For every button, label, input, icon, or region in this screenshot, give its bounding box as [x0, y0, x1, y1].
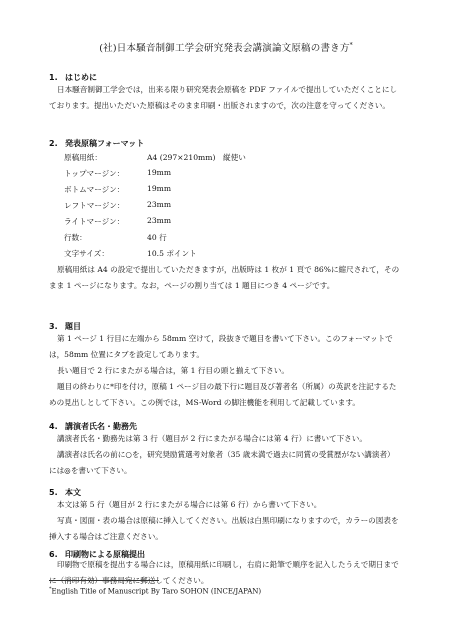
section-number: 1. — [49, 73, 58, 82]
title-footnote-mark: * — [349, 41, 353, 49]
format-label: レフトマージン： — [64, 201, 125, 210]
format-label: 文字サイズ： — [64, 249, 109, 258]
format-value: 19mm — [147, 184, 172, 193]
footnote-text: English Title of Manuscript By Taro SOHON (INCE/JAPAN) — [51, 587, 262, 596]
document-title — [0, 40, 452, 54]
format-value: A4 (297×210mm) 縦使い — [147, 153, 246, 162]
section-title: 講演者氏名・勤務先 — [65, 422, 137, 431]
section-number: 3. — [49, 322, 58, 331]
section-4-body-1: 講演者氏名・勤務先は第 3 行（題目が 2 行にまたがる場合には第 4 行）に書いて下さい。 — [57, 434, 367, 443]
section-3-body-3: 題目の終わりに*印を付け，原稿 1 ページ目の最下行に題目及び著者名（所属）の英訳を注記するための見出しとして下さい。この例では，MS-Word の脚注機能を利用して記載しています。 — [49, 382, 397, 407]
section-5-body-2: 写真・図面・表の場合は原稿に挿入してください。出版は白黒印刷になりますので，カラーの図表を挿入する場合はご注意ください。 — [49, 516, 399, 541]
section-title: はじめに — [65, 73, 97, 82]
footnote-mark: * — [49, 586, 52, 592]
format-label: ボトムマージン： — [64, 185, 125, 194]
section-4-body-2: 講演者は氏名の前に○を，研究奨励賞選考対象者（35 歳未満で過去に同賞の受賞歴がない講演者）には◎を書いて下さい。 — [49, 450, 395, 475]
section-3-body-1: 第 1 ページ 1 行目に左端から 58mm 空けて，段抜きで題目を書いて下さい。このフォーマットでは，58mm 位置にタブを設定してあります。 — [49, 334, 393, 359]
title-text: (社)日本騒音制御工学会研究発表会講演論文原稿の書き方 — [99, 43, 350, 54]
format-value: 40 行 — [147, 233, 167, 242]
section-2-heading — [49, 138, 144, 149]
section-2-note: 原稿用紙は A4 の設定で提出していただきますが，出版時は 1 枚が 1 頁で 86%に縮尺されて，そのまま 1 ページになります。なお，ページの割り当ては 1 題目につき 4 ページです。 — [49, 265, 400, 290]
section-title: 題目 — [65, 322, 81, 331]
format-label: 原稿用紙： — [64, 153, 102, 162]
section-3-body-2: 長い題目で 2 行にまたがる場合は，第 1 行目の頭と揃えて下さい。 — [57, 366, 289, 375]
section-number: 4. — [49, 422, 58, 431]
format-label: ライトマージン： — [64, 217, 125, 226]
format-label: 行数： — [64, 233, 87, 242]
format-value: 23mm — [147, 216, 172, 225]
section-title: 印刷物による原稿提出 — [65, 550, 145, 559]
footnote-separator — [49, 580, 159, 581]
section-6-body-1: 印刷物で原稿を提出する場合には，原稿用紙に印刷し，右肩に鉛筆で順序を記入したうえで期日までに（消印有効）事務局宛に郵送してください。 — [49, 560, 399, 585]
format-value: 23mm — [147, 200, 172, 209]
section-1-body: 日本騒音制御工学会では，出来る限り研究発表会原稿を PDF ファイルで提出していただくことにしております。提出いただいた原稿はそのまま印刷・出版されますので，次の注意を守ってください。 — [49, 85, 398, 110]
section-title: 発表原稿フォーマット — [65, 139, 145, 148]
section-5-body-1: 本文は第 5 行（題目が 2 行にまたがる場合には第 6 行）から書いて下さい。 — [57, 500, 322, 509]
format-value: 19mm — [147, 168, 172, 177]
footnote — [49, 586, 261, 595]
section-number: 5. — [49, 488, 58, 497]
section-number: 2. — [49, 139, 58, 148]
section-title: 本文 — [65, 488, 81, 497]
format-value: 10.5 ポイント — [147, 249, 197, 258]
format-label: トップマージン： — [64, 169, 125, 178]
section-number: 6. — [49, 550, 58, 559]
